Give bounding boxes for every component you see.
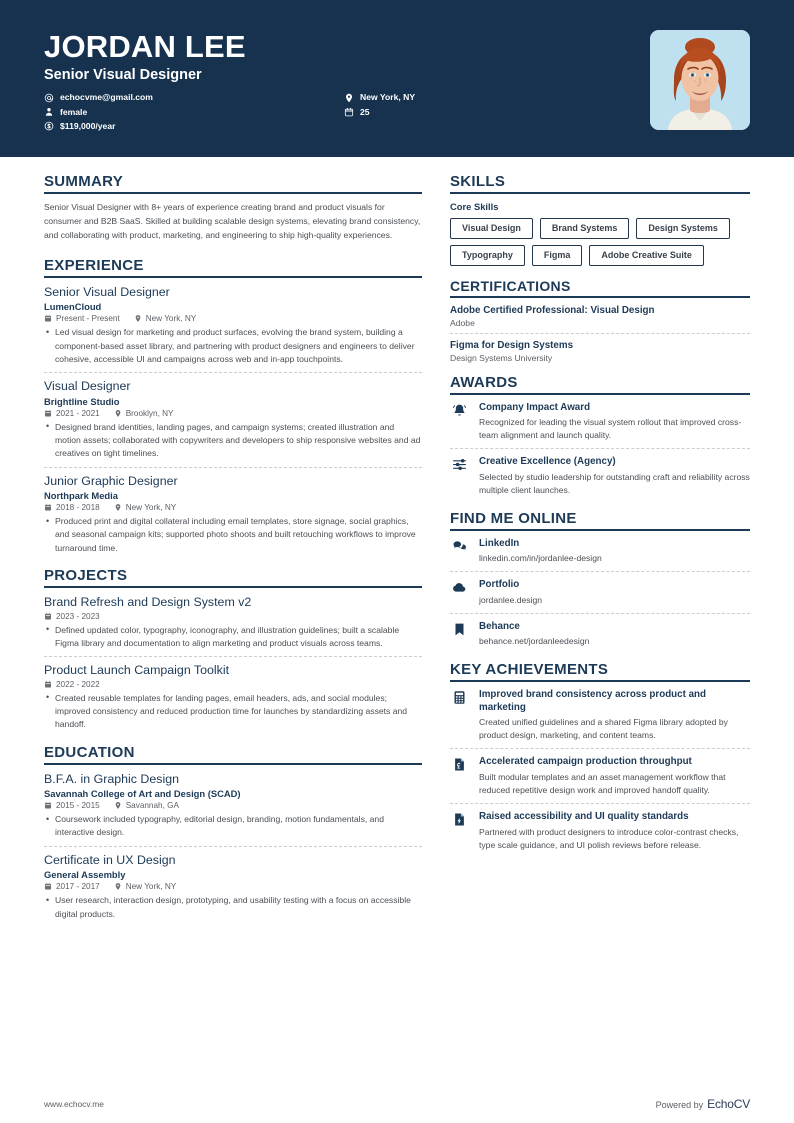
project-dates-value: 2023 - 2023	[56, 611, 100, 621]
project-meta	[44, 680, 422, 689]
skill-tag: Typography	[450, 245, 525, 266]
achievements-heading: KEY ACHIEVEMENTS	[450, 661, 750, 682]
education-heading: EDUCATION	[44, 744, 422, 765]
education-location-value: Savannah, GA	[125, 801, 179, 811]
contact-location-value: New York, NY	[360, 92, 416, 103]
experience-title: Junior Graphic Designer	[44, 473, 178, 488]
awards-heading: AWARDS	[450, 374, 750, 395]
bullet: • Designed brand identities, landing pages, and campaign systems; created illustration and motion assets; collaborated with copywriters and developers to ship responsive websites and ad creatives on tight timelines.	[44, 421, 422, 461]
experience-location	[114, 409, 174, 418]
bullet: • Coursework included typography, editorial design, branding, motion fundamentals, and interactive design.	[44, 813, 422, 840]
contact-email	[44, 92, 344, 102]
achievement-description: Built modular templates and an asset management workflow that reduced repetitive design work and improved handoff quality.	[479, 771, 726, 795]
online-item-portfolio[interactable]	[450, 579, 750, 613]
certification-item	[450, 305, 750, 334]
section-experience	[44, 257, 422, 561]
resume-header	[0, 0, 794, 157]
experience-item	[44, 379, 422, 467]
bullet: • User research, interaction design, prototyping, and usability testing with a focus on accessible digital products.	[44, 894, 422, 921]
experience-location-value: New York, NY	[125, 503, 177, 513]
contact-age	[344, 107, 415, 117]
achievement-item	[450, 756, 750, 804]
section-awards	[450, 374, 750, 503]
award-title: Company Impact Award	[479, 401, 591, 413]
calendar-icon	[344, 107, 354, 117]
skill-tag: Adobe Creative Suite	[589, 245, 704, 266]
education-dates	[44, 882, 100, 891]
award-item	[450, 456, 750, 503]
project-dates	[44, 612, 100, 621]
skills-heading: SKILLS	[450, 173, 750, 194]
education-location	[114, 882, 177, 891]
achievement-title: Improved brand consistency across product and marketing	[479, 689, 707, 713]
project-item	[44, 663, 422, 737]
footer-brand: EchoCV	[707, 1097, 750, 1111]
online-label: Portfolio	[479, 579, 520, 591]
education-dates-value: 2015 - 2015	[56, 801, 100, 811]
experience-dates	[44, 503, 100, 512]
candidate-name: JORDAN LEE	[44, 29, 246, 64]
contact-gender-value: female	[60, 106, 88, 117]
award-body	[479, 456, 750, 497]
achievement-item	[450, 689, 750, 749]
experience-title: Visual Designer	[44, 379, 131, 394]
experience-dates	[44, 409, 100, 418]
achievement-title: Accelerated campaign production throughput	[479, 756, 692, 768]
contact-age-value: 25	[360, 106, 370, 117]
experience-meta	[44, 503, 422, 512]
projects-heading: PROJECTS	[44, 567, 422, 588]
experience-location	[134, 314, 197, 323]
bullet: • Created reusable templates for landing pages, email headers, ads, and social modules; improved consistency and reduced production time for launches by standardizing assets and handoff.	[44, 692, 422, 732]
contact-column-right	[344, 92, 415, 131]
education-school: General Assembly	[44, 869, 126, 881]
bullet: • Defined updated color, typography, iconography, and illustration guidelines; built a scalable Figma library and documentation to align marketing and product visuals across teams.	[44, 624, 422, 651]
certification-issuer: Adobe	[450, 317, 475, 328]
experience-title: Senior Visual Designer	[44, 284, 170, 299]
calculator-icon	[450, 689, 469, 708]
achievement-body	[479, 689, 750, 742]
experience-dates	[44, 314, 120, 323]
online-item-behance[interactable]	[450, 621, 750, 654]
location-pin-icon	[114, 882, 122, 891]
experience-heading: EXPERIENCE	[44, 257, 422, 278]
experience-dates-value: Present - Present	[56, 314, 120, 324]
calendar-icon	[44, 801, 52, 810]
certifications-heading: CERTIFICATIONS	[450, 278, 750, 298]
experience-bullets	[44, 515, 422, 555]
contact-column-left	[44, 92, 344, 131]
bookmark-icon	[450, 621, 469, 640]
award-description: Selected by studio leadership for outstanding craft and reliability across multiple client launches.	[479, 471, 750, 495]
skill-tag: Figma	[532, 245, 583, 266]
section-skills	[450, 173, 750, 266]
award-title: Creative Excellence (Agency)	[479, 456, 616, 468]
award-description: Recognized for leading the visual system rollout that improved cross-team alignment and launch quality.	[479, 417, 742, 441]
chat-bubbles-icon	[450, 538, 469, 557]
contact-email-value: echocvme@gmail.com	[60, 92, 153, 103]
sliders-icon	[450, 456, 469, 475]
footer-powered-by	[656, 1097, 750, 1111]
online-item-linkedin[interactable]	[450, 538, 750, 572]
project-bullets	[44, 692, 422, 732]
education-item	[44, 853, 422, 927]
calendar-icon	[44, 680, 52, 689]
online-body	[479, 621, 750, 648]
certification-name: Figma for Design Systems	[450, 339, 574, 351]
certification-issuer: Design Systems University	[450, 352, 553, 363]
bell-icon	[450, 402, 469, 421]
certification-name: Adobe Certified Professional: Visual Design	[450, 304, 655, 316]
education-item	[44, 772, 422, 847]
education-bullets	[44, 813, 422, 840]
experience-location	[114, 503, 177, 512]
document-bolt-icon	[450, 811, 469, 830]
resume-footer	[0, 1085, 794, 1123]
experience-organization: Northpark Media	[44, 490, 118, 502]
footer-powered-prefix: Powered by	[655, 1100, 704, 1110]
section-education	[44, 744, 422, 927]
project-title: Brand Refresh and Design System v2	[44, 595, 252, 610]
bullet: • Produced print and digital collateral including email templates, store signage, social graphics, and seasonal campaign kits; supported photo shoots and built retouching workflows to improve turnaround time.	[44, 515, 422, 555]
education-dates-value: 2017 - 2017	[56, 882, 100, 892]
award-item	[450, 402, 750, 450]
achievement-item	[450, 811, 750, 858]
experience-dates-value: 2021 - 2021	[56, 408, 100, 418]
calendar-icon	[44, 503, 52, 512]
calendar-icon	[44, 409, 52, 418]
summary-heading: SUMMARY	[44, 173, 422, 194]
project-meta	[44, 612, 422, 621]
online-body	[479, 579, 750, 606]
education-bullets	[44, 894, 422, 921]
skill-tag: Design Systems	[636, 218, 730, 239]
location-pin-icon	[114, 409, 122, 418]
achievement-title: Raised accessibility and UI quality standards	[479, 811, 689, 823]
online-url[interactable]: linkedin.com/in/jordanlee-design	[479, 553, 602, 564]
section-summary	[44, 173, 422, 243]
experience-location-value: Brooklyn, NY	[125, 408, 174, 418]
certification-item	[450, 340, 750, 368]
online-url[interactable]: behance.net/jordanleedesign	[479, 636, 590, 647]
contact-salary	[44, 121, 344, 131]
section-projects	[44, 567, 422, 738]
location-pin-icon	[134, 314, 142, 323]
contact-salary-value: $119,000/year	[60, 121, 116, 132]
section-key-achievements	[450, 661, 750, 858]
online-label: LinkedIn	[479, 537, 520, 549]
document-currency-icon	[450, 756, 469, 775]
location-pin-icon	[344, 93, 354, 103]
online-heading: FIND ME ONLINE	[450, 510, 750, 531]
education-degree: B.F.A. in Graphic Design	[44, 771, 179, 786]
education-meta	[44, 801, 422, 810]
online-url[interactable]: jordanlee.design	[479, 594, 543, 605]
project-dates-value: 2022 - 2022	[56, 679, 100, 689]
bullet: • Led visual design for marketing and product surfaces, evolving the brand system, building a component-based asset library, and partnering with product designers and engineers to deliver cohesive, accessible UI and campaigns across web and in-app touchpoints.	[44, 326, 422, 366]
location-pin-icon	[114, 503, 122, 512]
left-column	[0, 157, 440, 1085]
education-degree: Certificate in UX Design	[44, 852, 176, 867]
summary-text: Senior Visual Designer with 8+ years of experience creating brand and product visuals for consumer and B2B SaaS. Skilled at building scalable design systems, elevating brand consistency, and collaborating with product, marketing, and engineering to ship high-quality experiences.	[44, 202, 421, 240]
experience-dates-value: 2018 - 2018	[56, 503, 100, 513]
calendar-icon	[44, 882, 52, 891]
skills-group-label: Core Skills	[450, 201, 499, 212]
email-icon	[44, 93, 54, 103]
award-body	[479, 402, 750, 443]
contact-location	[344, 92, 415, 102]
experience-meta	[44, 314, 422, 323]
header-left	[44, 26, 415, 131]
candidate-job-title: Senior Visual Designer	[44, 67, 202, 84]
salary-icon	[44, 121, 54, 131]
project-dates	[44, 680, 100, 689]
cloud-icon	[450, 579, 469, 598]
skill-tag-list	[450, 218, 750, 266]
achievement-description: Partnered with product designers to introduce color-contrast checks, type scale guidance, and UI polish reviews before release.	[479, 826, 739, 850]
education-location	[114, 801, 179, 810]
experience-bullets	[44, 421, 422, 461]
experience-organization: Brightline Studio	[44, 395, 120, 407]
contact-details	[44, 92, 415, 131]
experience-bullets	[44, 326, 422, 366]
education-dates	[44, 801, 100, 810]
location-pin-icon	[114, 801, 122, 810]
achievement-description: Created unified guidelines and a shared Figma library adopted by product design, marketing, and content teams.	[479, 717, 728, 741]
experience-location-value: New York, NY	[145, 314, 197, 324]
experience-meta	[44, 409, 422, 418]
right-column	[440, 157, 794, 1085]
skill-tag: Visual Design	[450, 218, 533, 239]
experience-item	[44, 285, 422, 373]
education-school: Savannah College of Art and Design (SCAD)	[44, 788, 241, 800]
education-meta	[44, 882, 422, 891]
contact-gender	[44, 107, 344, 117]
person-icon	[44, 107, 54, 117]
education-location-value: New York, NY	[125, 882, 177, 892]
footer-site-url[interactable]: www.echocv.me	[44, 1099, 104, 1109]
online-label: Behance	[479, 620, 520, 632]
achievement-body	[479, 756, 750, 797]
achievement-body	[479, 811, 750, 852]
skill-tag: Brand Systems	[540, 218, 630, 239]
experience-organization: LumenCloud	[44, 301, 102, 313]
project-bullets	[44, 624, 422, 651]
resume-body	[0, 157, 794, 1085]
project-item	[44, 595, 422, 657]
section-certifications	[450, 278, 750, 368]
avatar-illustration	[650, 30, 750, 130]
avatar	[650, 30, 750, 130]
project-title: Product Launch Campaign Toolkit	[44, 663, 230, 678]
section-find-me-online	[450, 510, 750, 654]
calendar-icon	[44, 612, 52, 621]
calendar-icon	[44, 314, 52, 323]
online-body	[479, 538, 750, 565]
experience-item	[44, 474, 422, 561]
